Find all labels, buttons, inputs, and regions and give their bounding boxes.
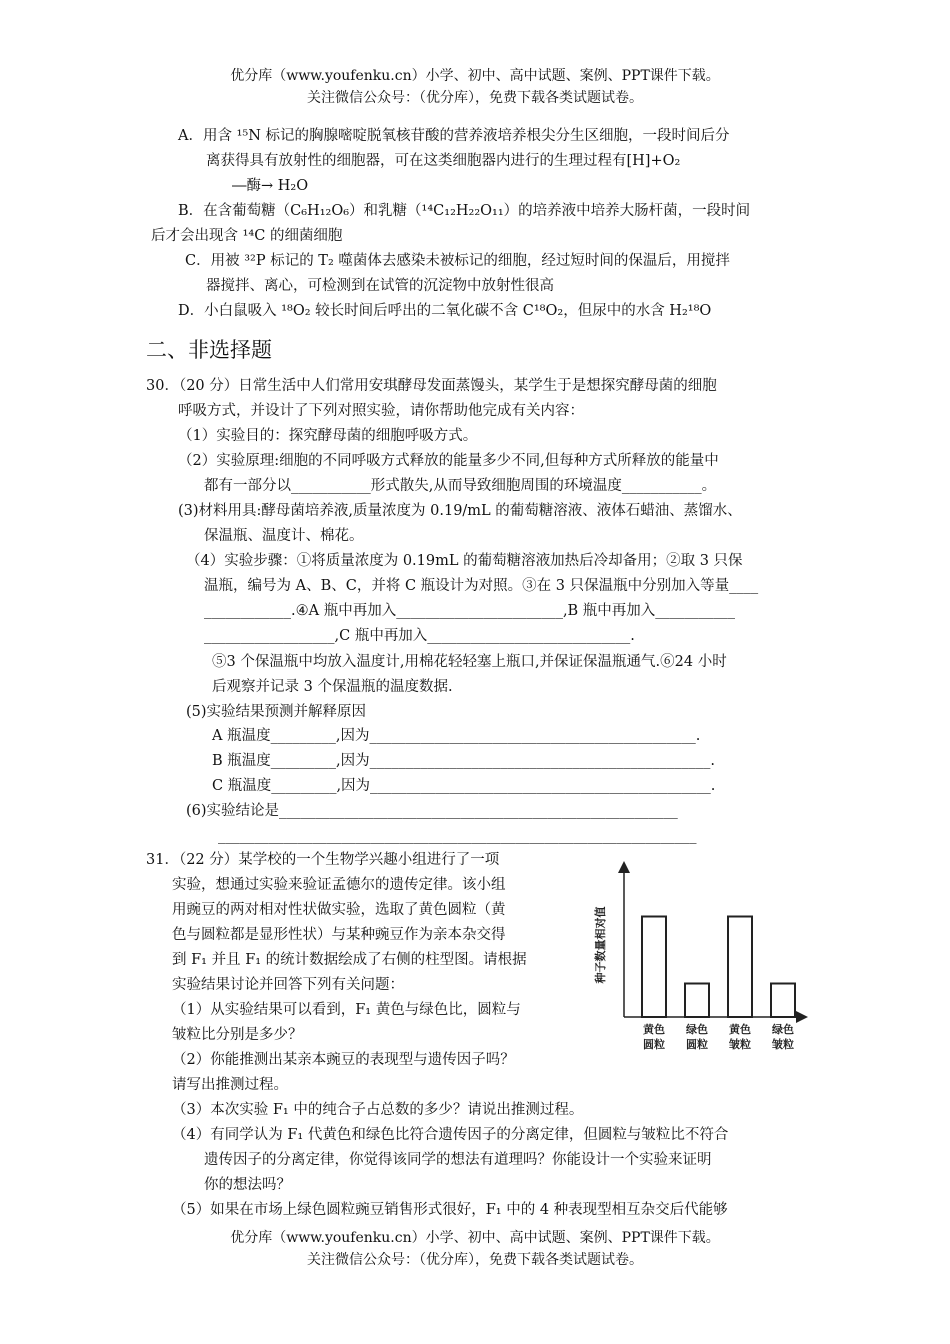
category-label-2-2: 圆粒 (686, 1038, 708, 1051)
q31-line-9: （2）你能推测出某亲本豌豆的表现型与遗传因子吗？ (172, 1052, 515, 1068)
category-label-1-1: 黄色 (643, 1023, 665, 1036)
q31-line-3: 用豌豆的两对相对性状做实验，选取了黄色圆粒（黄 (172, 902, 506, 918)
bar-4 (771, 984, 795, 1018)
q30-line-19: __________________________________________________________________ (218, 828, 697, 844)
q30-line-2: 呼吸方式，并设计了下列对照实验，请你帮助他完成有关内容： (178, 403, 584, 419)
q30-line-7: 保温瓶、温度计、棉花。 (204, 528, 364, 544)
q30-line-10: ____________.④A 瓶中再加入_______________________,B 瓶中再加入___________ (204, 603, 736, 619)
q31-line-6: 实验结果讨论并回答下列有关问题： (172, 977, 404, 993)
q30-line-6: (3)材料用具:酵母菌培养液,质量浓度为 0.19/mL 的葡萄糖溶液、液体石蜡油、蒸馏水、 (178, 503, 742, 519)
bars-group (642, 917, 795, 1052)
bar-1 (642, 917, 666, 1018)
section-title: 二、非选择题 (146, 338, 272, 362)
category-label-3-2: 皱粒 (729, 1038, 751, 1051)
option-c-line-1: C．用被 ³²P 标记的 T₂ 噬菌体去感染未被标记的细胞，经过短时间的保温后，用搅拌 (185, 253, 730, 269)
category-label-3-1: 黄色 (729, 1023, 751, 1036)
y-axis-label: 种子数量相对值 (594, 906, 607, 984)
option-c-line-2: 器搅拌、离心，可检测到在试管的沉淀物中放射性很高 (206, 278, 554, 294)
q30-line-17: C 瓶温度_________,因为_______________________________________________. (212, 778, 716, 794)
q31-line-11: （3）本次实验 F₁ 中的纯合子占总数的多少？请说出推测过程。 (172, 1102, 584, 1118)
option-a-line-3: ―酶→ H₂O (232, 178, 309, 194)
q30-line-4: （2）实验原理:细胞的不同呼吸方式释放的能量多少不同,但每种方式所释放的能量中 (178, 453, 719, 469)
option-b-line-1: B．在含葡萄糖（C₆H₁₂O₆）和乳糖（¹⁴C₁₂H₂₂O₁₁）的培养液中培养大肠杆菌，一段时间 (178, 203, 751, 219)
bar-chart (590, 855, 820, 1065)
q30-line-5: 都有一部分以___________形式散失,从而导致细胞周围的环境温度___________。 (204, 478, 717, 494)
q30-line-9: 温瓶，编号为 A、B、C，并将 C 瓶设计为对照。③在 3 只保温瓶中分别加入等量____ (204, 578, 759, 594)
option-b-line-2: 后才会出现含 ¹⁴C 的细菌细胞 (151, 228, 343, 244)
q30-line-12: ⑤3 个保温瓶中均放入温度计,用棉花轻轻塞上瓶口,并保证保温瓶通气.⑥24 小时 (212, 654, 727, 670)
q31-line-10: 请写出推测过程。 (172, 1077, 288, 1093)
q31-line-1: 31．（22 分）某学校的一个生物学兴趣小组进行了一项 (146, 852, 500, 868)
q30-line-3: （1）实验目的：探究酵母菌的细胞呼吸方式。 (178, 428, 478, 444)
q30-line-14: (5)实验结果预测并解释原因 (186, 704, 367, 720)
q30-line-1: 30．（20 分）日常生活中人们常用安琪酵母发面蒸馒头，某学生于是想探究酵母菌的细胞 (146, 378, 717, 394)
q31-line-15: （5）如果在市场上绿色圆粒豌豆销售形式很好，F₁ 中的 4 种表现型相互杂交后代能够 (172, 1202, 728, 1218)
category-label-4-2: 皱粒 (772, 1038, 794, 1051)
q30-line-16: B 瓶温度_________,因为_______________________________________________. (212, 753, 715, 769)
q31-line-14: 你的想法吗？ (204, 1177, 291, 1193)
category-label-1-2: 圆粒 (643, 1038, 665, 1051)
bar-chart-svg (590, 855, 820, 1065)
option-a-line-2: 离获得具有放射性的细胞器，可在这类细胞器内进行的生理过程有[H]+O₂ (206, 153, 681, 169)
option-a-line-1: A．用含 ¹⁵N 标记的胸腺嘧啶脱氧核苷酸的营养液培养根尖分生区细胞，一段时间后分 (178, 128, 730, 144)
q31-line-8: 皱粒比分别是多少？ (172, 1027, 303, 1043)
category-label-4-1: 绿色 (772, 1023, 794, 1036)
q30-line-18: (6)实验结论是_______________________________________________________ (186, 803, 678, 819)
q31-line-5: 到 F₁ 并且 F₁ 的统计数据绘成了右侧的柱型图。请根据 (172, 952, 527, 968)
q30-line-13: 后观察并记录 3 个保温瓶的温度数据. (212, 679, 453, 695)
option-d-line-1: D．小白鼠吸入 ¹⁸O₂ 较长时间后呼出的二氧化碳不含 C¹⁸O₂，但尿中的水含 H₂¹⁸O (178, 303, 712, 319)
q31-line-12: （4）有同学认为 F₁ 代黄色和绿色比符合遗传因子的分离定律，但圆粒与皱粒比不符合 (172, 1127, 729, 1143)
q30-line-15: A 瓶温度_________,因为_____________________________________________. (212, 728, 701, 744)
footer-line-1: 优分库（www.youfenku.cn）小学、初中、高中试题、案例、PPT课件下载。 (230, 1230, 720, 1246)
q30-line-11: __________________,C 瓶中再加入____________________________. (204, 628, 635, 644)
header-line-1: 优分库（www.youfenku.cn）小学、初中、高中试题、案例、PPT课件下载。 (230, 68, 720, 84)
q30-line-8: （4）实验步骤：①将质量浓度为 0.19mL 的葡萄糖溶液加热后冷却备用；②取 3 只保 (186, 553, 743, 569)
q31-line-2: 实验，想通过实验来验证孟德尔的遗传定律。该小组 (172, 877, 506, 893)
category-label-2-1: 绿色 (686, 1023, 708, 1036)
q31-line-7: （1）从实验结果可以看到，F₁ 黄色与绿色比，圆粒与 (172, 1002, 521, 1018)
bar-2 (685, 984, 709, 1018)
bar-3 (728, 917, 752, 1018)
footer-line-2: 关注微信公众号：（优分库），免费下载各类试题试卷。 (307, 1252, 643, 1268)
header-line-2: 关注微信公众号：（优分库），免费下载各类试题试卷。 (307, 90, 643, 106)
q31-line-4: 色与圆粒都是显形性状）与某种豌豆作为亲本杂交得 (172, 927, 506, 943)
q31-line-13: 遗传因子的分离定律，你觉得该同学的想法有道理吗？你能设计一个实验来证明 (204, 1152, 712, 1168)
